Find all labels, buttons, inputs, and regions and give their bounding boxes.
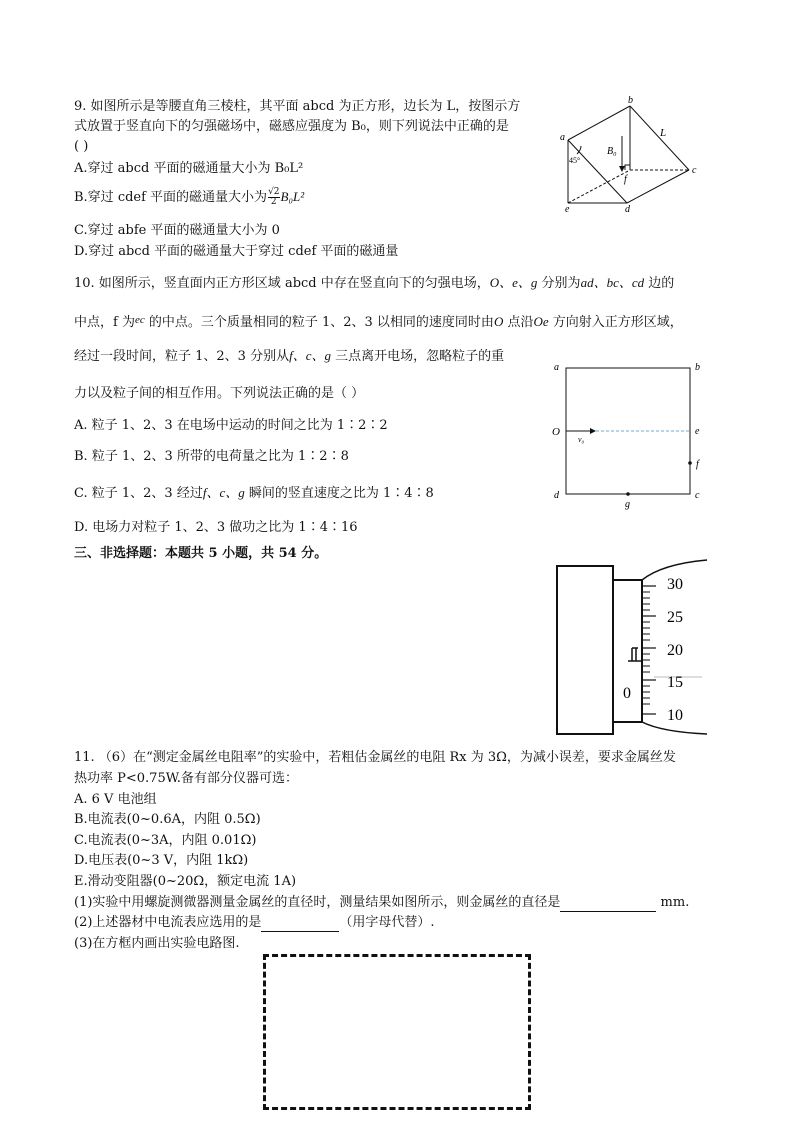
edge-ad — [568, 140, 627, 203]
q11-item-a: A. 6 V 电池组 — [74, 792, 157, 807]
thimble-label-10: 10 — [667, 707, 683, 724]
q10-line2-ec: ec — [134, 314, 145, 326]
q10-line3-text: 经过一段时间，粒子 1、2、3 分别从 — [74, 349, 290, 364]
q10-line1-end: 边的 — [644, 276, 675, 291]
q10-option-d: D. 电场力对粒子 1、2、3 做功之比为 1∶4∶16 — [74, 520, 358, 535]
q10-line3-end: 三点离开电场，忽略粒子的重 — [330, 349, 505, 364]
label-b: b — [628, 95, 633, 106]
q9-option-a: A.穿过 abcd 平面的磁通量大小为 B₀L² — [74, 161, 304, 176]
point-g — [626, 492, 630, 496]
label-B0: B₀ — [607, 146, 617, 157]
q10-line2 — [74, 311, 683, 332]
q10-line1 — [74, 274, 674, 293]
label-L: L — [660, 127, 667, 139]
thimble-label-30: 30 — [667, 576, 683, 593]
circuit-drawing-box[interactable] — [263, 954, 531, 1110]
q11-item-e: E.滑动变阻器(0~20Ω，额定电流 1A) — [74, 874, 297, 889]
label-c: c — [692, 165, 697, 176]
q10-line2-Oe: Oe — [533, 314, 549, 329]
q9-option-b-fraction — [268, 188, 279, 207]
q9-prism-figure — [555, 92, 705, 212]
q10-line1-mid: 分别为 — [537, 276, 581, 291]
q10-option-b: B. 粒子 1、2、3 所带的电荷量之比为 1∶2∶8 — [74, 449, 349, 464]
q10-field-figure — [548, 358, 718, 510]
section-3-title: 三、非选择题：本题共 5 小题，共 54 分。 — [74, 546, 328, 561]
q9-option-c: C.穿过 abfe 平面的磁通量大小为 0 — [74, 223, 280, 238]
label-a: a — [560, 132, 565, 143]
q10-line4: 力以及粒子间的相互作用。下列说法正确的是（ ） — [74, 386, 365, 401]
q10-line3-points: f、c、g — [289, 348, 331, 363]
label-angle: 45° — [569, 156, 581, 165]
q10-option-c-text: C. 粒子 1、2、3 经过 — [74, 486, 203, 501]
q11-sub1-text: (1)实验中用螺旋测微器测量金属丝的直径时，测量结果如图所示，则金属丝的直径是 — [74, 895, 561, 910]
q10-line1-text: 10. 如图所示，竖直面内正方形区域 abcd 中存在竖直向下的匀强电场， — [74, 276, 490, 291]
q11-sub2-answer-blank[interactable] — [261, 917, 339, 932]
q11-item-d: D.电压表(0~3 V，内阻 1kΩ) — [74, 853, 249, 868]
micrometer-figure — [552, 556, 722, 740]
q11-line1: 11. （6）在“测定金属丝电阻率”的实验中，若粗估金属丝的电阻 Rx 为 3Ω，为减小误差，要求金属丝发 — [74, 750, 676, 765]
thimble-label-20: 20 — [667, 642, 683, 659]
q11-sub3: (3)在方框内画出实验电路图. — [74, 936, 240, 951]
q10-line2-mid: 的中点。三个质量相同的粒子 1、2、3 以相同的速度同时由 — [144, 315, 494, 330]
label-b: b — [695, 362, 700, 373]
q9-line1: 9. 如图所示是等腰直角三棱柱，其平面 abcd 为正方形，边长为 L，按图示方 — [74, 99, 521, 114]
label-c: c — [695, 490, 700, 501]
q9-option-b-text: B.穿过 cdef 平面的磁通量大小为 — [74, 190, 268, 205]
q10-line2-O: O — [493, 314, 504, 329]
q10-line3 — [74, 347, 504, 366]
fraction-numerator: √2 — [268, 187, 280, 197]
point-f — [688, 461, 692, 465]
thimble-label-25: 25 — [667, 609, 683, 626]
field-arrow-head — [619, 166, 625, 172]
label-f: f — [696, 459, 699, 470]
label-d: d — [554, 490, 559, 501]
q11-sub1 — [74, 894, 689, 912]
q11-sub2-end: （用字母代替）. — [339, 915, 435, 930]
q9-option-d: D.穿过 abcd 平面的磁通量大于穿过 cdef 平面的磁通量 — [74, 244, 399, 259]
q11-line2: 热功率 P<0.75W.备有部分仪器可选： — [74, 771, 298, 786]
sleeve-label-0: 0 — [623, 685, 631, 702]
q9-line3: ( ) — [74, 139, 89, 154]
label-v0: v₀ — [578, 435, 585, 444]
q9-option-b — [74, 188, 304, 207]
q11-item-c: C.电流表(0~3A，内阻 0.01Ω) — [74, 833, 257, 848]
label-f: f — [624, 174, 627, 185]
q9-option-b-formula: B₀L² — [280, 189, 305, 204]
q11-sub2 — [74, 914, 435, 932]
micrometer-frame — [557, 566, 613, 734]
label-e: e — [565, 204, 570, 212]
q10-line2-text: 中点，f 为 — [74, 315, 135, 330]
right-angle-mark — [625, 165, 630, 170]
q10-option-a: A. 粒子 1、2、3 在电场中运动的时间之比为 1∶2∶2 — [74, 418, 388, 433]
label-O: O — [552, 426, 560, 438]
thimble-label-15: 15 — [667, 674, 683, 691]
fraction-denominator: 2 — [270, 197, 277, 207]
q11-item-b: B.电流表(0~0.6A，内阻 0.5Ω) — [74, 812, 261, 827]
label-g: g — [625, 499, 630, 510]
velocity-arrow-head — [590, 428, 596, 434]
q11-sub1-unit: mm. — [656, 895, 690, 910]
label-e: e — [695, 426, 700, 437]
edge-ef — [568, 170, 630, 203]
q10-line2-mid2: 点沿 — [503, 315, 534, 330]
label-a: a — [554, 362, 559, 373]
edge-dc — [627, 170, 689, 203]
q10-option-c-points: f、c、g — [202, 485, 245, 500]
q9-line2: 式放置于竖直向下的匀强磁场中，磁感应强度为 B₀，则下列说法中正确的是 — [74, 119, 509, 134]
q11-sub1-answer-blank[interactable] — [560, 897, 656, 912]
q10-line2-end: 方向射入正方形区域， — [548, 315, 683, 330]
q10-line1-sides: ad、bc、cd — [580, 275, 645, 290]
q11-sub2-text: (2)上述器材中电流表应选用的是 — [74, 915, 262, 930]
label-d: d — [625, 204, 630, 212]
q10-option-c — [74, 484, 434, 503]
q10-option-c-end: 瞬间的竖直速度之比为 1∶4∶8 — [244, 486, 434, 501]
edge-ab — [568, 106, 630, 140]
q10-line1-points: O、e、g — [489, 275, 538, 290]
